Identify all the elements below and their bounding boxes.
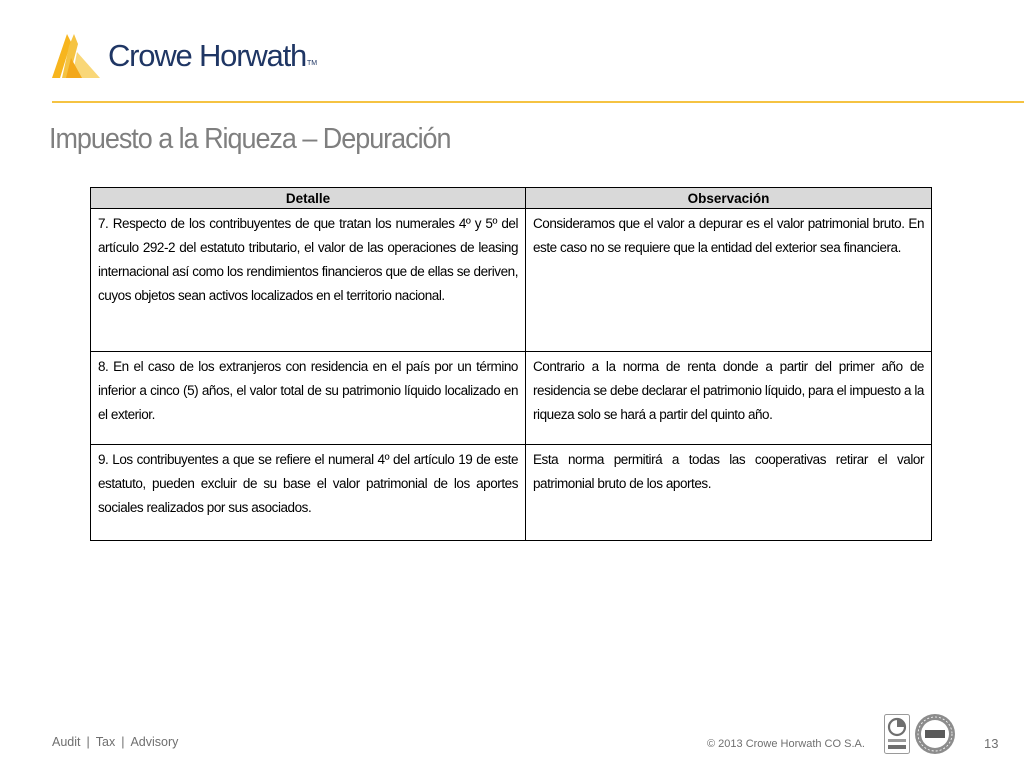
header-detalle: Detalle xyxy=(91,188,526,209)
crowe-horwath-logo xyxy=(52,30,317,80)
trademark-symbol: TM xyxy=(307,59,318,67)
footer-advisory: Advisory xyxy=(130,735,179,749)
detalle-cell: 7. Respecto de los contribuyentes de que tratan los numerales 4º y 5º del artículo 292-2 del estatuto tributario, el valor de las operaciones de leasing internacional así como los rendimientos financieros que de ellas se deriven, cuyos objetos sean activos localizados en el territorio nacional. xyxy=(91,209,526,352)
table-row xyxy=(91,209,932,352)
table-row xyxy=(91,445,932,541)
depuration-table xyxy=(90,187,932,541)
detalle-cell: 8. En el caso de los extranjeros con residencia en el país por un término inferior a cinco (5) años, el valor total de su patrimonio líquido localizado en el exterior. xyxy=(91,352,526,445)
footer-services xyxy=(52,735,178,749)
table-row xyxy=(91,352,932,445)
footer-separator: | xyxy=(86,735,90,749)
copyright-text: © 2013 Crowe Horwath CO S.A. xyxy=(707,738,865,750)
header-divider xyxy=(52,101,1024,103)
table-header-row xyxy=(91,188,932,209)
certification-logos xyxy=(884,713,956,755)
slide-title: Impuesto a la Riqueza – Depuración xyxy=(49,123,451,155)
page-number: 13 xyxy=(984,736,999,751)
iqnet-certification-icon xyxy=(914,713,956,755)
footer-audit: Audit xyxy=(52,735,81,749)
detalle-cell: 9. Los contribuyentes a que se refiere el numeral 4º del artículo 19 de este estatuto, pueden excluir de su base el valor patrimonial de los aportes sociales realizados por sus asociados. xyxy=(91,445,526,541)
iso-9001-certification-icon xyxy=(884,714,910,754)
observacion-cell: Esta norma permitirá a todas las cooperativas retirar el valor patrimonial bruto de los aportes. xyxy=(526,445,932,541)
brand-name: Crowe Horwath xyxy=(108,38,307,73)
crowe-flame-icon xyxy=(52,32,100,78)
footer-separator: | xyxy=(121,735,125,749)
observacion-cell: Contrario a la norma de renta donde a partir del primer año de residencia se debe declarar el patrimonio líquido, para el impuesto a la riqueza solo se hará a partir del quinto año. xyxy=(526,352,932,445)
footer-tax: Tax xyxy=(95,735,116,749)
header-observacion: Observación xyxy=(526,188,932,209)
observacion-cell: Consideramos que el valor a depurar es el valor patrimonial bruto. En este caso no se requiere que la entidad del exterior sea financiera. xyxy=(526,209,932,352)
